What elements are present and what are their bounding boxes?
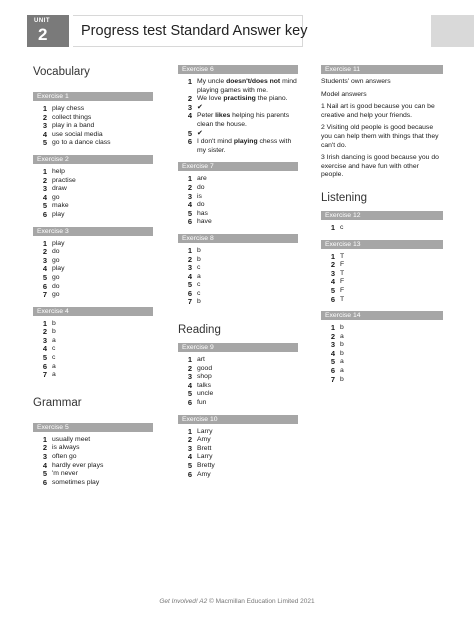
item-number: 2 [42, 175, 47, 185]
list-item [33, 363, 153, 372]
exercise-header: Exercise 5 [33, 423, 153, 432]
item-answer: b [340, 341, 344, 349]
item-number: 1 [187, 426, 192, 436]
list-item [321, 350, 443, 359]
item-number: 5 [330, 357, 335, 367]
column-right [321, 65, 443, 384]
item-number: 6 [187, 217, 192, 227]
list-item [178, 390, 298, 399]
item-number: 3 [187, 263, 192, 273]
item-answer: F [340, 261, 345, 269]
item-number: 2 [187, 435, 192, 445]
list-item [33, 194, 153, 203]
item-answer: have [197, 218, 212, 226]
exercise-header: Exercise 9 [178, 343, 298, 352]
item-number: 3 [42, 452, 47, 462]
list-item [321, 376, 443, 385]
item-answer: b [340, 375, 344, 383]
item-number: 3 [330, 268, 335, 278]
answer-list [33, 320, 153, 380]
unit-number: 2 [38, 25, 48, 44]
item-answer: help [52, 167, 65, 175]
item-answer: often go [52, 453, 77, 461]
item-answer: b [197, 255, 201, 263]
column-left [33, 65, 153, 487]
item-number: 5 [330, 285, 335, 295]
exercise-header: Exercise 8 [178, 234, 298, 243]
corner-block [431, 15, 474, 47]
section-title-listening: Listening [321, 191, 368, 204]
list-item [178, 399, 298, 408]
item-number: 4 [42, 192, 47, 202]
item-number: 1 [330, 222, 335, 232]
footer-copyright: © Macmillan Education Limited 2021 [207, 598, 315, 605]
item-answer: is [197, 192, 202, 200]
paragraph: 2 Visiting old people is good because you can help them with things that they can't do. [321, 124, 439, 149]
item-number: 7 [42, 290, 47, 300]
item-number: 7 [330, 374, 335, 384]
item-number: 2 [187, 363, 192, 373]
item-number: 2 [42, 327, 47, 337]
item-number: 6 [330, 366, 335, 376]
item-answer: a [52, 371, 56, 379]
item-answer: 'm never [52, 470, 78, 478]
column-middle [178, 65, 298, 479]
item-answer: play [52, 239, 65, 247]
list-item [321, 367, 443, 376]
item-number: 5 [187, 280, 192, 290]
list-item: 4 Peter likes helping his parents clean the house. [187, 111, 290, 128]
item-number: 6 [42, 209, 47, 219]
item-number: 2 [330, 260, 335, 270]
item-number: 4 [42, 129, 47, 139]
list-item [178, 210, 298, 219]
list-item [33, 211, 153, 220]
exercise-header: Exercise 14 [321, 311, 443, 320]
item-number: 6 [187, 288, 192, 298]
list-item [33, 202, 153, 211]
paragraph: Students' own answers [321, 78, 391, 85]
item-number: 4 [42, 344, 47, 354]
item-answer: c [52, 345, 56, 353]
paragraph: Model answers [321, 90, 367, 98]
item-answer: a [52, 362, 56, 370]
list-item: 1 My uncle doesn't/does not mind playing games with me. [187, 77, 297, 94]
item-answer: Larry [197, 427, 213, 435]
list-item [178, 365, 298, 374]
item-answer: go to a dance class [52, 139, 111, 147]
answer-list [33, 168, 153, 220]
item-number: 3 [187, 443, 192, 453]
check-icon: ✔ [197, 103, 203, 111]
list-item [33, 328, 153, 337]
item-answer: sometimes play [52, 478, 100, 486]
list-item [321, 270, 443, 279]
item-answer: go [52, 256, 60, 264]
item-answer: go [52, 273, 60, 281]
section-title-reading: Reading [178, 324, 221, 337]
answer-list [178, 247, 298, 307]
list-item [33, 240, 153, 249]
item-number: 3 [42, 335, 47, 345]
item-answer: Bretty [197, 462, 215, 469]
item-number: 6 [42, 477, 47, 487]
item-answer: hardly ever plays [52, 461, 104, 469]
item-answer: go [52, 291, 60, 299]
item-number: 1 [42, 318, 47, 328]
item-number: 7 [42, 370, 47, 380]
list-item [33, 248, 153, 257]
list-item [33, 354, 153, 363]
item-number: 3 [42, 255, 47, 265]
item-number: 5 [42, 201, 47, 211]
unit-label: UNIT [34, 18, 50, 24]
item-number: 2 [42, 112, 47, 122]
item-answer: art [197, 356, 205, 364]
list-item [321, 278, 443, 287]
list-item [33, 436, 153, 445]
list-item [33, 371, 153, 380]
title-bar [73, 15, 308, 47]
item-answer: T [340, 269, 345, 277]
item-answer: do [197, 183, 205, 191]
item-number: 1 [42, 166, 47, 176]
answer-list [321, 253, 443, 305]
list-item [178, 298, 298, 307]
item-number: 2 [42, 247, 47, 257]
list-item [178, 264, 298, 273]
item-answer: Larry [197, 453, 213, 461]
list-item [321, 296, 443, 305]
answer-list [33, 105, 153, 148]
item-number: 1 [330, 251, 335, 261]
item-answer: shop [197, 373, 212, 381]
item-answer: play [52, 210, 65, 218]
list-item [33, 139, 153, 148]
list-item [178, 453, 298, 462]
list-item [178, 373, 298, 382]
list-item [178, 471, 298, 480]
list-item [33, 345, 153, 354]
list-item [33, 283, 153, 292]
item-number: 2 [187, 182, 192, 192]
list-item: 5 ✔ [178, 130, 298, 139]
exercise-header: Exercise 13 [321, 240, 443, 249]
item-number: 2 [42, 443, 47, 453]
item-number: 6 [187, 398, 192, 408]
list-item [321, 224, 443, 233]
item-number: 6 [187, 469, 192, 479]
answer-list [178, 175, 298, 227]
item-number: 4 [187, 380, 192, 390]
item-number: 3 [187, 191, 192, 201]
list-item [178, 256, 298, 265]
list-item [33, 131, 153, 140]
item-answer: T [340, 252, 345, 260]
item-answer: do [197, 201, 205, 209]
list-item [33, 168, 153, 177]
item-number: 3 [42, 121, 47, 131]
check-icon: ✔ [197, 129, 203, 137]
item-answer: play [52, 265, 65, 273]
exercise-header: Exercise 1 [33, 92, 153, 101]
item-number: 4 [187, 200, 192, 210]
list-item: 2 We love practising the piano. [187, 94, 288, 104]
item-answer: b [52, 319, 56, 327]
item-number: 3 [187, 372, 192, 382]
item-answer: F [340, 278, 345, 286]
item-number: 6 [42, 361, 47, 371]
item-number: 5 [42, 272, 47, 282]
answer-list [321, 324, 443, 384]
list-item [33, 291, 153, 300]
list-item [178, 175, 298, 184]
item-answer: good [197, 364, 213, 372]
list-item [178, 382, 298, 391]
item-answer: Amy [197, 470, 211, 478]
exercise-header: Exercise 10 [178, 415, 298, 424]
item-answer: b [340, 349, 344, 357]
exercise-header: Exercise 2 [33, 155, 153, 164]
item-number: 1 [330, 323, 335, 333]
item-answer: talks [197, 381, 211, 389]
item-answer: Brett [197, 444, 212, 452]
list-item [321, 253, 443, 262]
item-answer: c [340, 223, 344, 231]
item-number: 3 [42, 184, 47, 194]
item-number: 3 [330, 340, 335, 350]
list-item [33, 257, 153, 266]
item-answer: a [340, 332, 344, 340]
list-item [321, 333, 443, 342]
exercise-header: Exercise 12 [321, 211, 443, 220]
list-item [33, 337, 153, 346]
list-item [178, 273, 298, 282]
item-answer: collect things [52, 113, 92, 121]
answer-list [33, 436, 153, 488]
item-number: 2 [330, 331, 335, 341]
list-item [33, 444, 153, 453]
item-number: 1 [187, 245, 192, 255]
item-number: 5 [187, 389, 192, 399]
item-answer: play chess [52, 105, 85, 112]
list-item [321, 261, 443, 270]
exercise-header: Exercise 4 [33, 307, 153, 316]
item-number: 4 [330, 277, 335, 287]
list-item [178, 184, 298, 193]
item-number: 2 [187, 254, 192, 264]
list-item [178, 193, 298, 202]
list-item [33, 122, 153, 131]
list-item [178, 290, 298, 299]
list-item [178, 247, 298, 256]
item-number: 1 [42, 434, 47, 444]
item-number: 4 [330, 348, 335, 358]
list-item [321, 341, 443, 350]
item-answer: a [340, 358, 344, 366]
footer [0, 598, 474, 605]
list-item [33, 479, 153, 488]
exercise-header: Exercise 7 [178, 162, 298, 171]
list-item [33, 320, 153, 329]
item-number: 5 [42, 469, 47, 479]
answer-list [321, 224, 443, 233]
list-item [33, 114, 153, 123]
item-answer: go [52, 193, 60, 201]
paragraph: 3 Irish dancing is good because you do exercise and have fun with other people. [321, 154, 439, 179]
item-number: 5 [187, 461, 192, 470]
list-item [321, 358, 443, 367]
list-item [33, 453, 153, 462]
answer-list [178, 428, 298, 480]
section-title-vocabulary: Vocabulary [33, 66, 90, 78]
item-answer: draw [52, 185, 67, 193]
item-answer: usually meet [52, 435, 91, 443]
item-number: 1 [42, 104, 47, 113]
item-answer: a [197, 272, 201, 280]
page-title: Progress test Standard Answer key [81, 23, 308, 39]
answer-list [178, 78, 298, 155]
item-answer: c [197, 281, 201, 289]
item-answer: is always [52, 444, 80, 452]
list-item: 6 I don't mind playing chess with my sister. [187, 137, 292, 154]
item-answer: play in a band [52, 122, 95, 130]
item-answer: has [197, 209, 208, 217]
exercise-header: Exercise 6 [178, 65, 298, 74]
footer-brand: Get Involved! A2 [159, 598, 208, 605]
section-title-grammar: Grammar [33, 396, 82, 409]
item-answer: are [197, 175, 207, 183]
item-answer: do [52, 282, 60, 290]
list-item [178, 281, 298, 290]
exercise-header: Exercise 3 [33, 227, 153, 236]
item-answer: b [197, 246, 201, 254]
answer-list [178, 356, 298, 408]
list-item [178, 201, 298, 210]
item-answer: b [340, 324, 344, 332]
item-number: 4 [187, 271, 192, 281]
list-item [33, 185, 153, 194]
item-answer: b [52, 328, 56, 336]
answer-list [33, 240, 153, 300]
list-item [321, 287, 443, 296]
item-number: 5 [42, 138, 47, 148]
item-answer: Amy [197, 436, 211, 444]
item-number: 5 [187, 208, 192, 218]
item-answer: a [340, 367, 344, 375]
item-number: 7 [187, 297, 192, 307]
list-item [178, 428, 298, 437]
list-item [178, 356, 298, 365]
list-item [33, 274, 153, 283]
item-answer: a [52, 336, 56, 344]
item-number: 1 [187, 355, 192, 365]
list-item [33, 105, 153, 114]
exercise-header: Exercise 11 [321, 65, 443, 74]
item-answer: uncle [197, 390, 214, 398]
item-answer: c [52, 354, 56, 362]
list-item [178, 462, 298, 471]
list-item [178, 436, 298, 445]
item-number: 4 [42, 264, 47, 274]
item-number: 5 [42, 353, 47, 363]
item-number: 1 [42, 238, 47, 248]
item-answer: practise [52, 176, 76, 184]
list-item [321, 324, 443, 333]
item-number: 4 [42, 460, 47, 470]
item-number: 4 [187, 452, 192, 462]
paragraph: 1 Nail art is good because you can be creative and help your friends. [321, 103, 435, 119]
list-item: 3 ✔ [178, 104, 298, 113]
item-answer: c [197, 264, 201, 272]
list-item [33, 470, 153, 479]
list-item [33, 177, 153, 186]
item-answer: fun [197, 399, 207, 407]
item-answer: do [52, 248, 60, 256]
list-item [178, 218, 298, 227]
list-item [178, 445, 298, 454]
unit-badge [27, 15, 69, 47]
item-number: 1 [187, 174, 192, 184]
item-answer: b [197, 298, 201, 306]
item-number: 6 [42, 281, 47, 291]
item-number: 6 [330, 294, 335, 304]
list-item [33, 462, 153, 471]
item-answer: use social media [52, 130, 103, 138]
item-answer: make [52, 202, 69, 210]
list-item [33, 265, 153, 274]
item-answer: F [340, 286, 345, 294]
item-answer: c [197, 289, 201, 297]
item-answer: T [340, 295, 345, 303]
